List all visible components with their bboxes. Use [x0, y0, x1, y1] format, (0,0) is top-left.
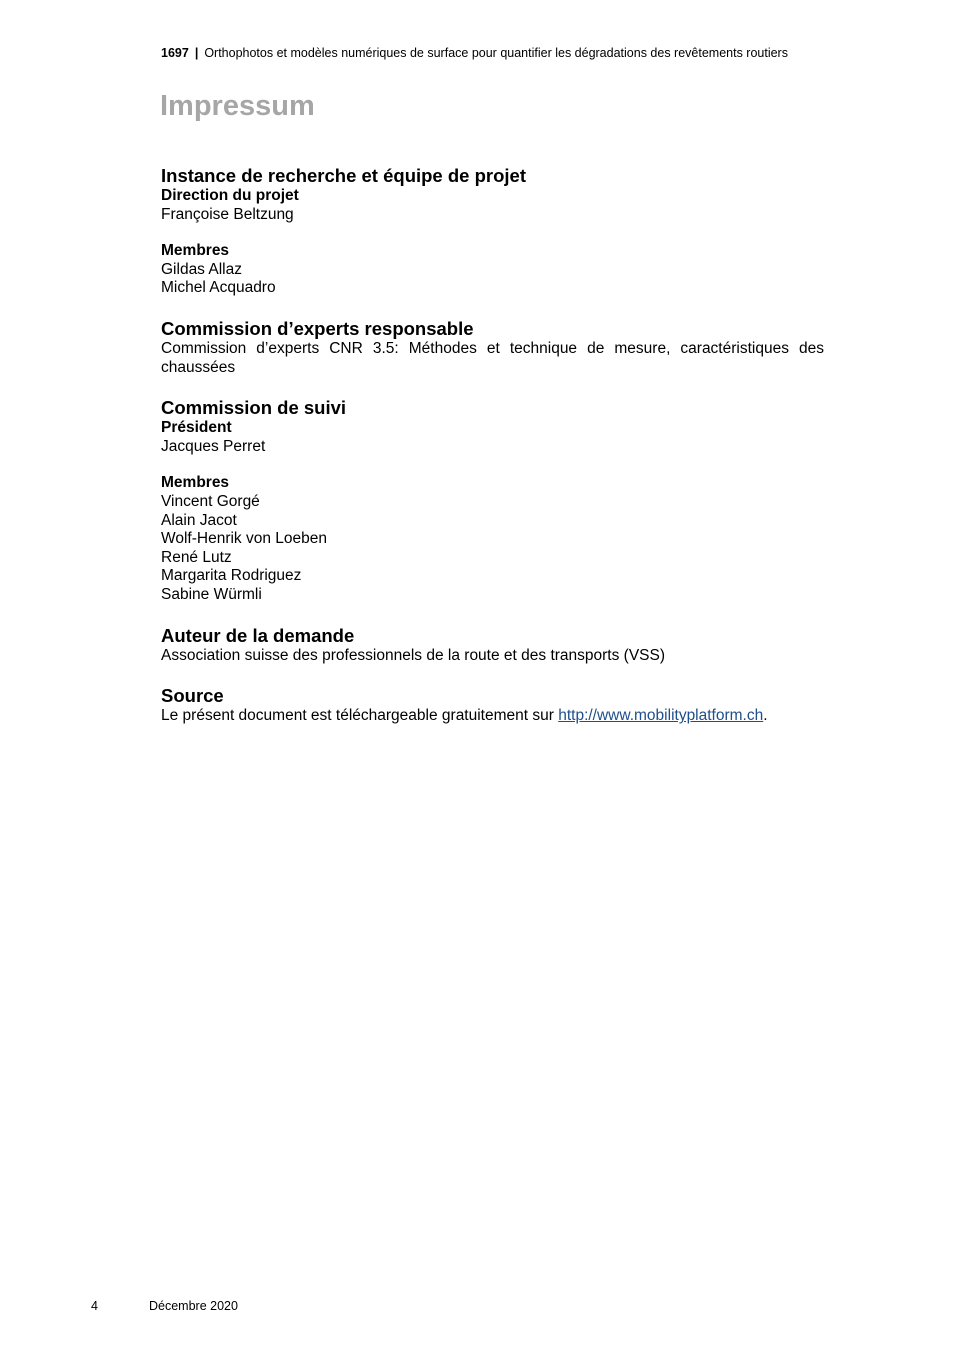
expert-commission-line-2: chaussées: [161, 358, 236, 376]
expert-commission-heading: Commission d’experts responsable: [161, 317, 474, 339]
expert-commission-line-1: Commission d’experts CNR 3.5: Méthodes et technique de mesure, caractéristiques des: [161, 339, 824, 357]
monitoring-member: Alain Jacot: [161, 511, 237, 529]
research-team-heading: Instance de recherche et équipe de projet: [161, 165, 526, 186]
monitoring-member: Wolf-Henrik von Loeben: [161, 530, 327, 548]
footer-page-number: 4: [91, 1299, 98, 1313]
requester-text: Association suisse des professionnels de la route et des transports (VSS): [161, 646, 666, 664]
monitoring-members-group: [161, 474, 824, 604]
footer-date: Décembre 2020: [149, 1299, 238, 1313]
report-title: Orthophotos et modèles numériques de surface pour quantifier les dégradations des revêtements routiers: [204, 46, 788, 60]
monitoring-member: Sabine Würmli: [161, 585, 262, 603]
report-number: 1697: [161, 46, 189, 60]
source-end: .: [763, 707, 768, 725]
project-lead-name: Françoise Beltzung: [161, 205, 294, 223]
impressum-content: [161, 165, 824, 746]
source-heading: Source: [161, 685, 224, 707]
research-members-group: [161, 242, 824, 298]
source-text: Le présent document est téléchargeable gratuitement sur: [161, 707, 559, 725]
project-lead-label: Direction du projet: [161, 187, 299, 204]
president-group: [161, 419, 824, 456]
requester-heading: Auteur de la demande: [161, 624, 355, 646]
requester-section: [161, 625, 824, 666]
project-lead-group: [161, 187, 824, 224]
monitoring-member: René Lutz: [161, 548, 232, 566]
research-member: Gildas Allaz: [161, 260, 242, 278]
mobility-platform-link[interactable]: http://www.mobilityplatform.ch: [558, 707, 764, 725]
expert-commission-section: [161, 318, 824, 377]
source-paragraph: [161, 707, 824, 726]
research-members-label: Membres: [161, 242, 230, 260]
running-header: [161, 46, 788, 60]
research-team-section: [161, 165, 824, 298]
header-separator: |: [194, 46, 199, 60]
president-name: Jacques Perret: [161, 437, 266, 455]
monitoring-member: Vincent Gorgé: [161, 492, 260, 510]
monitoring-members-label: Membres: [161, 474, 230, 492]
research-member: Michel Acquadro: [161, 279, 276, 297]
monitoring-commission-section: [161, 397, 824, 604]
president-label: Président: [161, 419, 232, 437]
source-section: [161, 685, 824, 726]
monitoring-member: Margarita Rodriguez: [161, 567, 302, 585]
monitoring-commission-heading: Commission de suivi: [161, 397, 347, 419]
page-title: Impressum: [160, 90, 315, 122]
